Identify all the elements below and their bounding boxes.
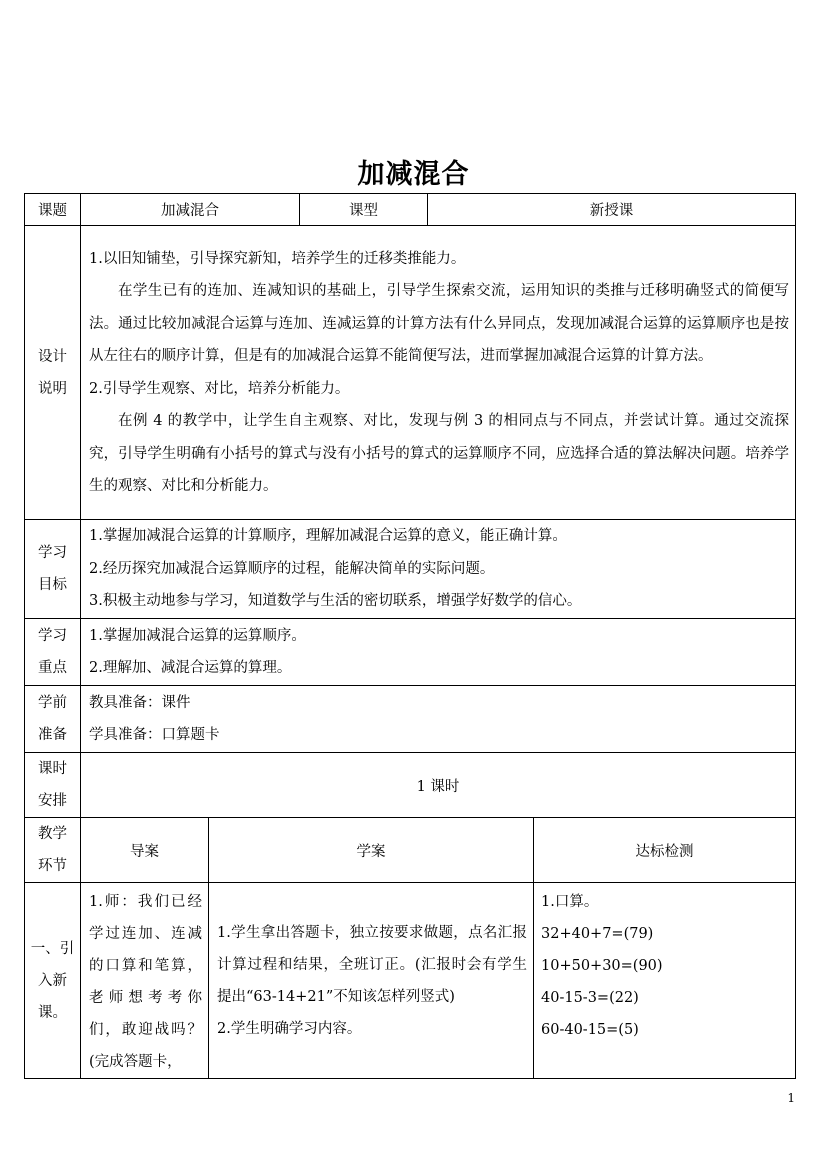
type-label: 课型 [300, 194, 428, 226]
prep-item: 教具准备：课件 [89, 694, 191, 711]
check-item: 60-40-15=(5) [541, 1022, 639, 1038]
design-paragraph-3: 2.引导学生观察、对比，培养分析能力。 [89, 380, 350, 397]
goal-item: 1.掌握加减混合运算的计算顺序，理解加减混合运算的意义，能正确计算。 [89, 528, 567, 545]
focus-content [81, 619, 796, 686]
schedule-label: 课时 安排 [25, 753, 81, 818]
section1-row [25, 883, 796, 1079]
design-paragraph-4: 在例 4 的教学中，让学生自主观察、对比，发现与例 3 的相同点与不同点，并尝试计算。通过交流探究，引导学生明确有小括号的算式与没有小括号的算式的运算顺序不同，应选择合适的算法解决问题。培养学生的观察、对比和分析能力。 [89, 413, 789, 494]
check-item: 1.口算。 [541, 894, 599, 910]
design-content [81, 226, 796, 520]
document-title: 加减混合 [357, 159, 470, 190]
schedule-value: 1 课时 [81, 753, 796, 818]
goals-label: 学习 目标 [25, 520, 81, 619]
header-row [25, 194, 796, 226]
guide-column-header: 导案 [81, 818, 209, 883]
section1-guide: 1.师：我们已经学过连加、连减的口算和笔算，老师想考考你们，敢迎战吗？(完成答题卡， [81, 883, 209, 1079]
prep-row [25, 686, 796, 753]
focus-item: 2.理解加、减混合运算的算理。 [89, 660, 292, 676]
study-column-header: 学案 [209, 818, 534, 883]
steps-label: 教学 环节 [25, 818, 81, 883]
focus-row [25, 619, 796, 686]
check-item: 32+40+7=(79) [541, 926, 654, 942]
goal-item: 3.积极主动地参与学习，知道数学与生活的密切联系，增强学好数学的信心。 [89, 593, 582, 610]
section1-label: 一、引 入新 课。 [25, 883, 81, 1079]
schedule-row [25, 753, 796, 818]
focus-label: 学习 重点 [25, 619, 81, 686]
section1-check [534, 883, 796, 1079]
design-label: 设计 说明 [25, 226, 81, 520]
design-paragraph-2: 在学生已有的连加、连减知识的基础上，引导学生探索交流，运用知识的类推与迁移明确竖式的简便写法。通过比较加减混合运算与连加、连减运算的计算方法有什么异同点，发现加减混合运算的运算顺序也是按从左往右的顺序计算，但是有的加减混合运算不能简便写法，进而掌握加减混合运算的计算方法。 [89, 283, 789, 364]
type-value: 新授课 [428, 194, 796, 226]
goals-content [81, 520, 796, 619]
topic-label: 课题 [25, 194, 81, 226]
design-paragraph-1: 1.以旧知铺垫，引导探究新知，培养学生的迁移类推能力。 [89, 250, 466, 267]
lesson-plan-table [24, 193, 796, 1079]
page-number: 1 [787, 1091, 795, 1105]
steps-header-row [25, 818, 796, 883]
check-column-header: 达标检测 [534, 818, 796, 883]
goals-row [25, 520, 796, 619]
check-item: 10+50+30=(90) [541, 958, 663, 974]
topic-value: 加减混合 [81, 194, 300, 226]
design-row [25, 226, 796, 520]
prep-item: 学具准备：口算题卡 [89, 727, 220, 743]
goal-item: 2.经历探究加减混合运算顺序的过程，能解决简单的实际问题。 [89, 560, 495, 577]
prep-label: 学前 准备 [25, 686, 81, 753]
focus-item: 1.掌握加减混合运算的运算顺序。 [89, 627, 306, 644]
prep-content [81, 686, 796, 753]
check-item: 40-15-3=(22) [541, 990, 639, 1006]
section1-study: 1.学生拿出答题卡，独立按要求做题，点名汇报计算过程和结果，全班订正。(汇报时会有学生提出“63-14+21”不知该怎样列竖式) 2.学生明确学习内容。 [209, 883, 534, 1079]
